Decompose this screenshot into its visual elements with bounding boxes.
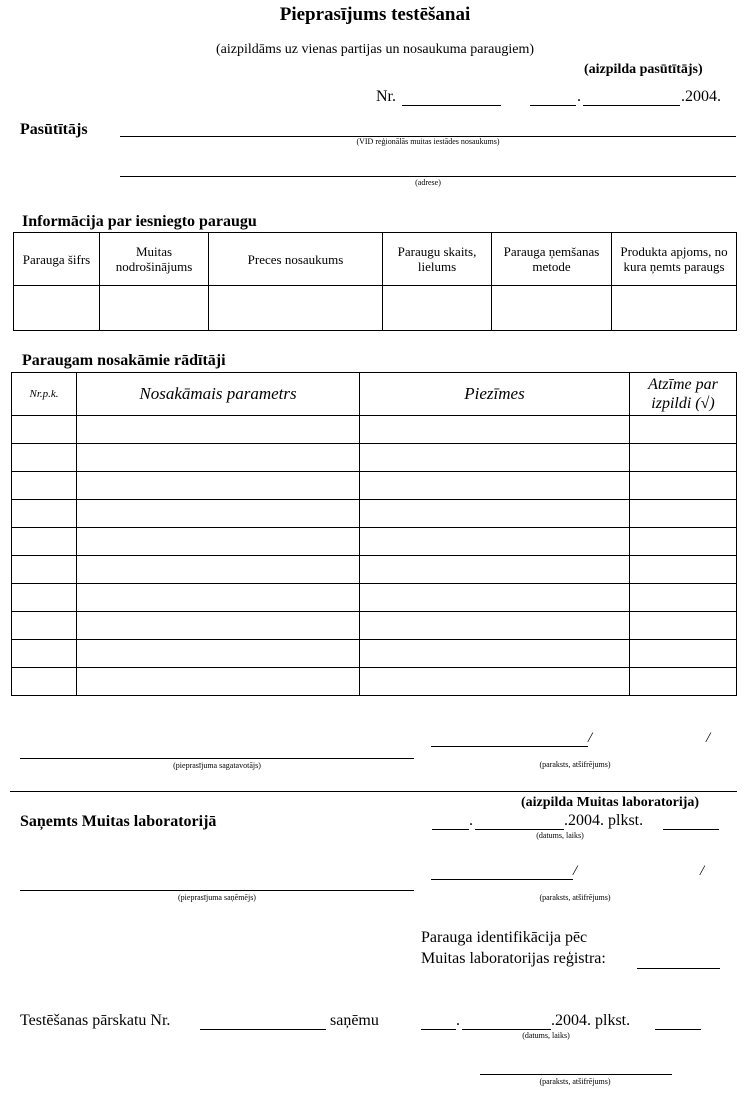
table-cell[interactable] [12,612,77,640]
table-cell[interactable] [630,612,737,640]
table-cell[interactable] [360,528,630,556]
report-sign-caption: (paraksts, atšifrējums) [539,1077,611,1086]
receiver-caption: (pieprasījuma saņēmējs) [178,893,256,902]
table-cell[interactable] [360,584,630,612]
table-cell[interactable] [77,472,360,500]
table-cell[interactable] [12,472,77,500]
table-row [12,472,737,500]
table-cell[interactable] [77,612,360,640]
fill-by-customer-note: (aizpilda pasūtītājs) [584,62,703,77]
preparer-signature-field[interactable] [431,746,588,747]
table-cell[interactable] [77,500,360,528]
table-cell[interactable] [360,668,630,696]
col-customs-security: Muitas nodrošinājums [100,233,209,286]
number-field[interactable] [402,105,501,106]
report-date-separator: . [456,1012,460,1029]
table-row [14,286,737,331]
lab-date-separator: . [469,812,473,829]
report-month-field[interactable] [462,1029,551,1030]
sample-info-heading: Informācija par iesniegto paraugu [22,213,257,230]
report-time-field[interactable] [655,1029,701,1030]
table-cell[interactable] [630,668,737,696]
lab-month-field[interactable] [475,829,564,830]
preparer-caption: (pieprasījuma sagatavotājs) [173,761,261,770]
table-cell[interactable] [77,416,360,444]
table-cell[interactable] [77,528,360,556]
col-notes: Piezīmes [360,373,630,416]
identification-line-2: Muitas laboratorijas reģistra: [421,950,606,967]
sign-caption-2: (paraksts, atšifrējums) [539,893,611,902]
table-cell[interactable] [612,286,737,331]
form-title: Pieprasījums testēšanai [279,4,471,25]
report-date-time-label: .2004. plkst. [551,1012,631,1029]
sample-info-table [13,232,737,331]
col-parameter: Nosakāmais parametrs [77,373,360,416]
report-received-label: saņēmu [330,1012,379,1029]
report-number-field[interactable] [200,1029,326,1030]
month-field[interactable] [583,105,680,106]
table-cell[interactable] [630,472,737,500]
slash-1: / [588,730,593,746]
table-cell[interactable] [14,286,100,331]
table-cell[interactable] [630,528,737,556]
table-row [12,584,737,612]
table-cell[interactable] [630,416,737,444]
table-cell[interactable] [12,584,77,612]
table-cell[interactable] [383,286,492,331]
col-sample-count: Paraugu skaits, lielums [383,233,492,286]
table-cell[interactable] [12,668,77,696]
identification-line-1: Parauga identifikācija pēc [421,929,588,946]
address-caption: (adrese) [415,178,441,187]
table-row [12,668,737,696]
table-cell[interactable] [360,444,630,472]
fill-by-lab-note: (aizpilda Muitas laboratorija) [521,795,700,810]
report-signature-field[interactable] [480,1074,672,1075]
table-row [12,500,737,528]
table-cell[interactable] [630,500,737,528]
lab-received-label: Saņemts Muitas laboratorijā [20,813,217,830]
report-date-caption: (datums, laiks) [522,1031,570,1040]
col-product-volume: Produkta apjoms, no kura ņemts paraugs [612,233,737,286]
table-cell[interactable] [492,286,612,331]
table-cell[interactable] [360,500,630,528]
address-field[interactable] [120,176,736,177]
table-cell[interactable] [12,444,77,472]
table-cell[interactable] [77,640,360,668]
table-cell[interactable] [100,286,209,331]
col-goods-name: Preces nosaukums [209,233,383,286]
table-row [12,612,737,640]
lab-date-caption: (datums, laiks) [536,831,584,840]
table-cell[interactable] [630,444,737,472]
table-cell[interactable] [209,286,383,331]
form-subtitle: (aizpildāms uz vienas partijas un nosaukuma paraugiem) [215,42,534,57]
col-sample-code: Parauga šifrs [14,233,100,286]
number-label: Nr. [376,88,396,105]
table-row [12,416,737,444]
day-field[interactable] [530,105,576,106]
table-cell[interactable] [630,640,737,668]
table-cell[interactable] [12,500,77,528]
preparer-field[interactable] [20,758,414,759]
receiver-field[interactable] [20,890,414,891]
table-cell[interactable] [630,584,737,612]
report-label: Testēšanas pārskatu Nr. [20,1012,171,1029]
table-cell[interactable] [77,668,360,696]
table-cell[interactable] [360,472,630,500]
col-sampling-method: Parauga ņemšanas metode [492,233,612,286]
indicators-header-row [12,373,737,416]
lab-day-field[interactable] [432,829,469,830]
section-divider [10,791,737,792]
table-cell[interactable] [12,640,77,668]
receiver-signature-field[interactable] [431,879,573,880]
sign-caption-1: (paraksts, atšifrējums) [539,760,611,769]
table-cell[interactable] [77,444,360,472]
table-cell[interactable] [360,640,630,668]
slash-3: / [573,863,578,879]
table-row [12,640,737,668]
table-row [12,556,737,584]
table-cell[interactable] [77,556,360,584]
customer-label: Pasūtītājs [20,121,88,138]
table-row [12,444,737,472]
indicators-heading: Paraugam nosakāmie rādītāji [22,352,226,369]
table-row [12,528,737,556]
sample-info-header-row [14,233,737,286]
table-cell[interactable] [12,556,77,584]
lab-time-field[interactable] [663,829,719,830]
table-cell[interactable] [360,612,630,640]
slash-2: / [706,730,711,746]
col-number: Nr.p.k. [12,373,77,416]
indicators-table [11,372,737,696]
date-separator: . [577,88,581,105]
table-cell[interactable] [12,528,77,556]
report-day-field[interactable] [421,1029,456,1030]
lab-date-time-label: .2004. plkst. [564,812,644,829]
table-cell[interactable] [360,556,630,584]
table-cell[interactable] [77,584,360,612]
table-cell[interactable] [630,556,737,584]
year-label: .2004. [681,88,721,105]
slash-4: / [700,863,705,879]
registry-number-field[interactable] [637,968,720,969]
table-cell[interactable] [12,416,77,444]
customs-office-caption: (VID reģionālās muitas iestādes nosaukums) [356,137,500,146]
col-completion-mark: Atzīme par izpildi (√) [630,373,737,416]
table-cell[interactable] [360,416,630,444]
